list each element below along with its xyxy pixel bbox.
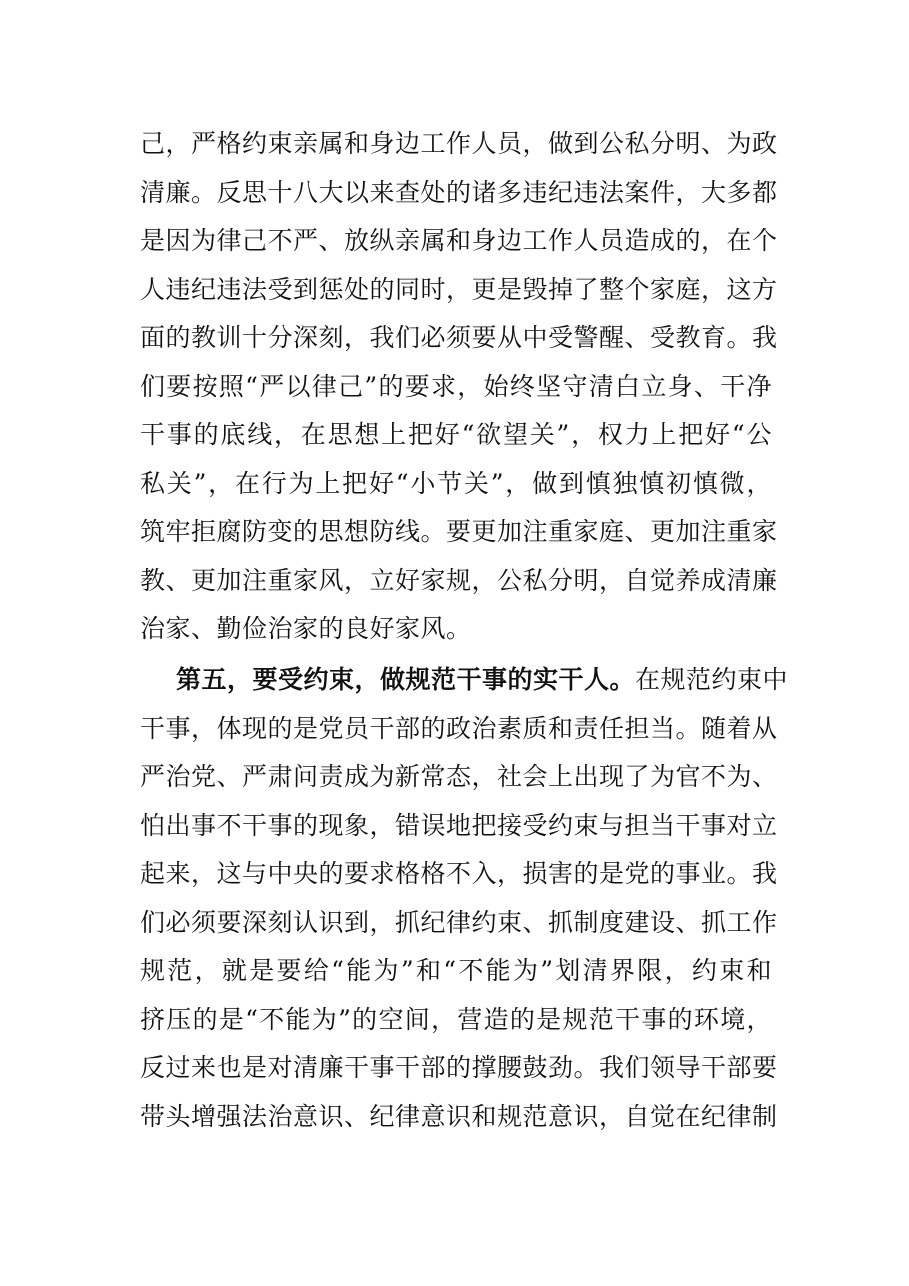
paragraph-2-lead-heading: 第五，要受约束，做规范干事的实干人。 bbox=[176, 665, 636, 694]
paragraph-1-line: 干事的底线，在思想上把好“欲望关”，权力上把好“公 bbox=[140, 420, 772, 449]
paragraph-2-line: 严治党、严肃问责成为新常态，社会上出现了为官不为、 bbox=[140, 762, 778, 791]
paragraph-1-line: 面的教训十分深刻，我们必须要从中受警醒、受教育。我 bbox=[140, 323, 778, 352]
paragraph-2-first-line-rest: 在规范约束中 bbox=[635, 665, 789, 694]
paragraph-2-line: 规范，就是要给“能为”和“不能为”划清界限，约束和 bbox=[140, 956, 772, 985]
paragraph-2-line: 们必须要深刻认识到，抓纪律约束、抓制度建设、抓工作 bbox=[140, 907, 778, 937]
paragraph-2-line: 挤压的是“不能为”的空间，营造的是规范干事的环境， bbox=[140, 1004, 772, 1034]
paragraph-1-line: 是因为律己不严、放纵亲属和身边工作人员造成的，在个 bbox=[140, 226, 778, 255]
paragraph-1-line: 清廉。反思十八大以来查处的诸多违纪违法案件，大多都 bbox=[140, 177, 778, 207]
paragraph-1-line: 人违纪违法受到惩处的同时，更是毁掉了整个家庭，这方 bbox=[140, 274, 778, 304]
paragraph-1-line: 治家、勤俭治家的良好家风。 bbox=[140, 614, 472, 643]
paragraph-2 bbox=[140, 664, 789, 1133]
paragraph-2-line: 反过来也是对清廉干事干部的撑腰鼓劲。我们领导干部要 bbox=[140, 1053, 778, 1082]
paragraph-1-line: 己，严格约束亲属和身边工作人员，做到公私分明、为政 bbox=[140, 129, 778, 158]
paragraph-1-line: 筑牢拒腐防变的思想防线。要更加注重家庭、更加注重家 bbox=[140, 517, 778, 546]
paragraph-1-line: 私关”，在行为上把好“小节关”，做到慎独慎初慎微， bbox=[140, 468, 772, 498]
paragraph-2-line: 干事，体现的是党员干部的政治素质和责任担当。随着从 bbox=[140, 713, 778, 743]
paragraph-2-line: 怕出事不干事的现象，错误地把接受约束与担当干事对立 bbox=[140, 810, 778, 840]
paragraph-2-first-line bbox=[140, 664, 789, 696]
paragraph-1-line: 们要按照“严以律己”的要求，始终坚守清白立身、干净 bbox=[140, 371, 772, 401]
paragraph-2-line: 带头增强法治意识、纪律意识和规范意识，自觉在纪律制 bbox=[140, 1101, 778, 1131]
paragraph-1 bbox=[140, 128, 778, 645]
paragraph-1-line: 教、更加注重家风，立好家规，公私分明，自觉养成清廉 bbox=[140, 565, 778, 595]
paragraph-2-line: 起来，这与中央的要求格格不入，损害的是党的事业。我 bbox=[140, 859, 778, 888]
